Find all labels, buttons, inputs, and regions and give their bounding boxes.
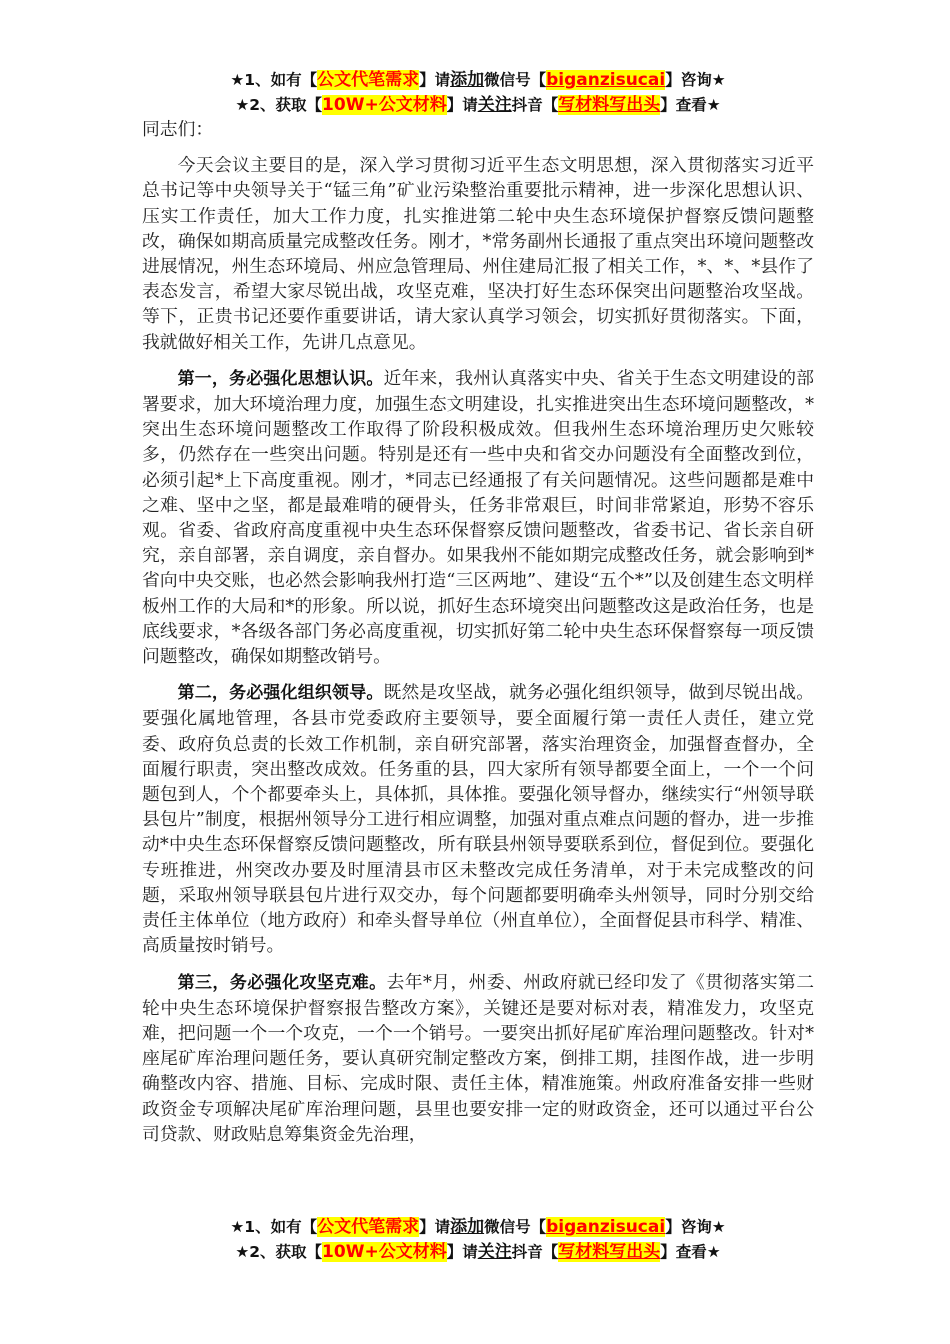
highlight-wechat-id: biganzisucai — [546, 70, 666, 90]
promo-text: ★1、如有【 — [230, 1218, 318, 1236]
promo-text: 】查看★ — [660, 96, 721, 114]
promo-line-1 — [142, 68, 814, 93]
paragraph-first — [142, 366, 814, 669]
paragraph-text: 今天会议主要目的是，深入学习贯彻习近平生态文明思想，深入贯彻落实习近平总书记等中央领导关于“锰三角”矿业污染整治重要批示精神，进一步深化思想认识、压实工作责任，加大工作力度，扎实推进第二轮中央生态环境保护督察反馈问题整改，确保如期高质量完成整改任务。刚才，*常务副州长通报了重点突出环境问题整改进展情况，州生态环境局、州应急管理局、州住建局汇报了相关工作，*、*、*县作了表态发言，希望大家尽锐出战，攻坚克难，坚决打好生态环保突出问题整治攻坚战。等下，正贵书记还要作重要讲话，请大家认真学习领会，切实抓好贯彻落实。下面，我就做好相关工作，先讲几点意见。 — [142, 155, 814, 353]
paragraph-lead: 第二，务必强化组织领导。 — [177, 683, 384, 704]
paragraph-text: 既然是攻坚战，就务必强化组织领导，做到尽锐出战。要强化属地管理，各县市党委政府主要领导，要全面履行第一责任人责任，建立党委、政府负总责的长效工作机制，亲自研究部署，落实治理资金，加强督查督办，全面履行职责，突出整改成效。任务重的县，四大家所有领导都要全面上，一个一个问题包到人，个个都要牵头上，具体抓，具体推。要强化领导督办，继续实行“州领导联县包片”制度，根据州领导分工进行相应调整，加强对重点难点问题的督办，进一步推动*中央生态环保督察反馈问题整改，所有联县州领导要联系到位，督促到位。要强化专班推进，州突改办要及时厘清县市区未整改完成任务清单，对于未完成整改的问题，采取州领导联县包片进行双交办，每个问题都要明确牵头州领导，同时分别交给责任主体单位（地方政府）和牵头督导单位（州直单位），全面督促县市科学、精准、高质量按时销号。 — [142, 682, 814, 957]
emphasis-add: 添加 — [450, 70, 485, 90]
promo-text: ★2、获取【 — [235, 1243, 323, 1261]
promo-text: 微信号【 — [484, 1218, 547, 1236]
promo-text: 抖音【 — [511, 96, 559, 114]
promo-text: 】请 — [419, 1218, 451, 1236]
paragraph-intro — [142, 153, 814, 355]
promo-text: 】咨询★ — [665, 1218, 726, 1236]
promo-banner-bottom — [142, 1215, 814, 1265]
promo-text: 】查看★ — [660, 1243, 721, 1261]
promo-text: 】请 — [419, 71, 451, 89]
promo-line-2 — [142, 93, 814, 118]
highlight-douyin-account: 写材料写出头 — [558, 95, 661, 115]
promo-text: 】请 — [446, 1243, 478, 1261]
highlight-ghostwriting: 公文代笔需求 — [317, 70, 420, 90]
promo-banner-top — [142, 68, 814, 118]
promo-text: 】请 — [446, 96, 478, 114]
emphasis-follow: 关注 — [477, 1242, 512, 1262]
salutation: 同志们： — [142, 119, 214, 140]
paragraph-second — [142, 680, 814, 958]
emphasis-follow: 关注 — [477, 95, 512, 115]
promo-text: ★1、如有【 — [230, 71, 318, 89]
promo-line-1 — [142, 1215, 814, 1240]
emphasis-add: 添加 — [450, 1217, 485, 1237]
promo-text: 微信号【 — [484, 71, 547, 89]
paragraph-lead: 第三，务必强化攻坚克难。 — [177, 972, 387, 993]
promo-line-2 — [142, 1240, 814, 1265]
promo-text: 】咨询★ — [665, 71, 726, 89]
highlight-douyin-account: 写材料写出头 — [558, 1242, 661, 1262]
highlight-materials: 10W+公文材料 — [322, 1242, 447, 1262]
promo-text: ★2、获取【 — [235, 96, 323, 114]
paragraph-third — [142, 970, 814, 1147]
promo-text: 抖音【 — [511, 1243, 559, 1261]
document-body — [142, 117, 814, 1158]
highlight-wechat-id: biganzisucai — [546, 1217, 666, 1237]
highlight-ghostwriting: 公文代笔需求 — [317, 1217, 420, 1237]
paragraph-text: 去年*月，州委、州政府就已经印发了《贯彻落实第二轮中央生态环境保护督察报告整改方案》，关键还是要对标对表，精准发力，攻坚克难，把问题一个一个攻克，一个一个销号。一要突出抓好尾矿库治理问题整改。针对*座尾矿库治理问题任务，要认真研究制定整改方案，倒排工期，挂图作战，进一步明确整改内容、措施、目标、完成时限、责任主体，精准施策。州政府准备安排一些财政资金专项解决尾矿库治理问题，县里也要安排一定的财政资金，还可以通过平台公司贷款、财政贴息筹集资金先治理， — [142, 971, 814, 1145]
paragraph-text: 近年来，我州认真落实中央、省关于生态文明建设的部署要求，加大环境治理力度，加强生态文明建设，扎实推进突出生态环境问题整改，*突出生态环境问题整改工作取得了阶段积极成效。但我州生态环境治理历史欠账较多，仍然存在一些突出问题。特别是还有一些中央和省交办问题没有全面整改到位，必须引起*上下高度重视。刚才，*同志已经通报了有关问题情况。这些问题都是难中之难、坚中之坚，都是最难啃的硬骨头，任务非常艰巨，时间非常紧迫，形势不容乐观。省委、省政府高度重视中央生态环保督察反馈问题整改，省委书记、省长亲自研究，亲自部署，亲自调度，亲自督办。如果我州不能如期完成整改任务，就会影响到*省向中央交账，也必然会影响我州打造“三区两地”、建设“五个*”以及创建生态文明样板州工作的大局和*的形象。所以说，抓好生态环境突出问题整改这是政治任务，也是底线要求，*各级各部门务必高度重视，切实抓好第二轮中央生态环保督察每一项反馈问题整改，确保如期整改销号。 — [142, 367, 814, 668]
paragraph-lead: 第一，务必强化思想认识。 — [177, 368, 384, 389]
highlight-materials: 10W+公文材料 — [322, 95, 447, 115]
